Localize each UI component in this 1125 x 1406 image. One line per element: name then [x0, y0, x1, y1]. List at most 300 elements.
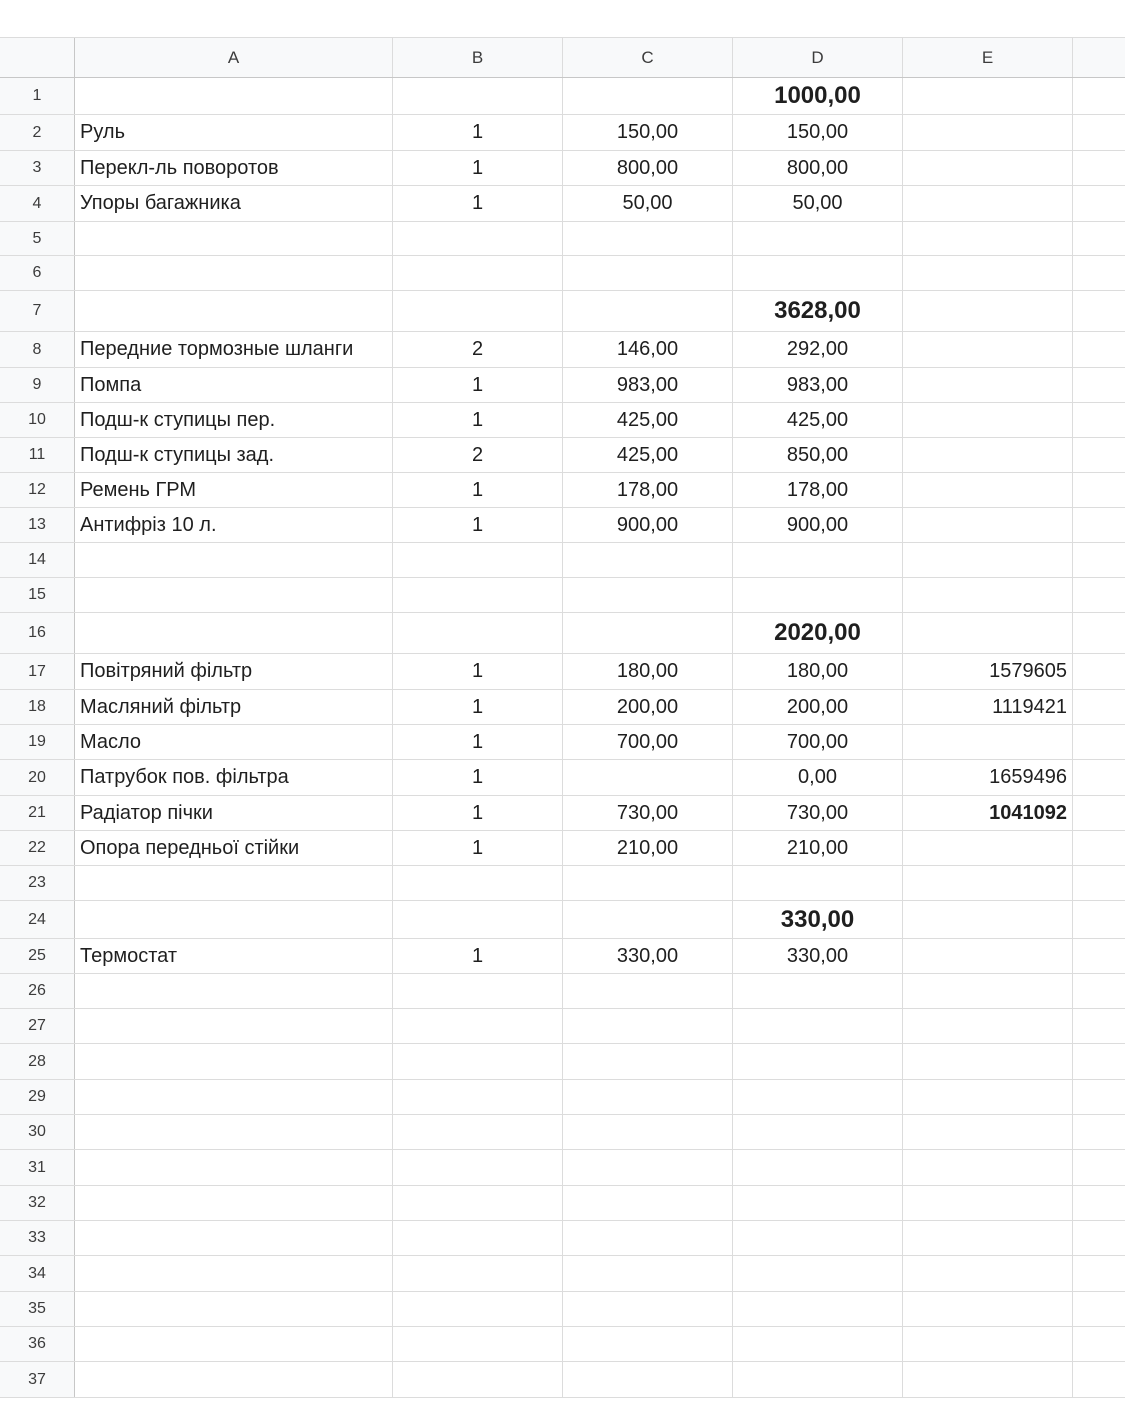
column-header-d[interactable]: D: [733, 38, 903, 77]
cell-b[interactable]: [393, 613, 563, 653]
cell-f-partial[interactable]: [1073, 578, 1125, 612]
cell-c[interactable]: [563, 1080, 733, 1114]
row-header[interactable]: 17: [0, 654, 75, 689]
table-row: [0, 831, 1125, 866]
row-header[interactable]: 4: [0, 186, 75, 221]
cell-f-partial[interactable]: [1073, 222, 1125, 255]
table-row: [0, 1080, 1125, 1115]
column-header-f-partial[interactable]: [1073, 38, 1125, 77]
cell-d[interactable]: 730,00: [733, 796, 903, 830]
cell-a[interactable]: Повітряний фільтр: [75, 654, 393, 689]
cell-a[interactable]: [75, 1221, 393, 1255]
row-header[interactable]: 28: [0, 1044, 75, 1079]
cell-b[interactable]: [393, 1080, 563, 1114]
cell-b[interactable]: [393, 1221, 563, 1255]
cell-e[interactable]: [903, 613, 1073, 653]
cell-f-partial[interactable]: [1073, 151, 1125, 185]
cell-e[interactable]: [903, 222, 1073, 255]
row-header[interactable]: 22: [0, 831, 75, 865]
cell-b[interactable]: [393, 222, 563, 255]
cell-d[interactable]: [733, 1362, 903, 1397]
rows-container: [0, 78, 1125, 1398]
cell-a[interactable]: [75, 1186, 393, 1220]
cell-a[interactable]: Передние тормозные шланги: [75, 332, 393, 367]
cell-c[interactable]: [563, 291, 733, 331]
cell-b[interactable]: [393, 1115, 563, 1149]
spreadsheet-grid: [0, 37, 1125, 1398]
cell-e[interactable]: [903, 974, 1073, 1008]
table-row: [0, 438, 1125, 473]
cell-c[interactable]: 700,00: [563, 725, 733, 759]
row-header[interactable]: 10: [0, 403, 75, 437]
cell-a[interactable]: [75, 613, 393, 653]
cell-b[interactable]: [393, 1044, 563, 1079]
cell-d[interactable]: [733, 1327, 903, 1361]
cell-b[interactable]: 1: [393, 508, 563, 542]
column-header-e[interactable]: E: [903, 38, 1073, 77]
row-header[interactable]: 27: [0, 1009, 75, 1043]
row-header[interactable]: 21: [0, 796, 75, 830]
cell-a[interactable]: [75, 1256, 393, 1291]
cell-d[interactable]: 50,00: [733, 186, 903, 221]
cell-c[interactable]: [563, 1150, 733, 1185]
cell-f-partial[interactable]: [1073, 866, 1125, 900]
cell-d[interactable]: [733, 1044, 903, 1079]
column-header-b[interactable]: B: [393, 38, 563, 77]
cell-e[interactable]: [903, 508, 1073, 542]
cell-e[interactable]: [903, 1327, 1073, 1361]
cell-a[interactable]: Патрубок пов. фільтра: [75, 760, 393, 795]
cell-f-partial[interactable]: [1073, 690, 1125, 724]
cell-c[interactable]: 200,00: [563, 690, 733, 724]
cell-f-partial[interactable]: [1073, 1080, 1125, 1114]
cell-d[interactable]: [733, 1150, 903, 1185]
cell-e[interactable]: [903, 186, 1073, 221]
cell-e[interactable]: [903, 1009, 1073, 1043]
cell-c[interactable]: [563, 1186, 733, 1220]
cell-a[interactable]: Масло: [75, 725, 393, 759]
row-header[interactable]: 16: [0, 613, 75, 653]
cell-c[interactable]: 425,00: [563, 438, 733, 472]
cell-c[interactable]: 900,00: [563, 508, 733, 542]
cell-f-partial[interactable]: [1073, 1292, 1125, 1326]
cell-f-partial[interactable]: [1073, 1221, 1125, 1255]
cell-b[interactable]: [393, 866, 563, 900]
table-row: [0, 725, 1125, 760]
cell-c[interactable]: 146,00: [563, 332, 733, 367]
cell-a[interactable]: [75, 78, 393, 114]
table-row: [0, 1044, 1125, 1080]
cell-f-partial[interactable]: [1073, 115, 1125, 150]
table-row: [0, 368, 1125, 403]
cell-c[interactable]: [563, 1115, 733, 1149]
cell-c[interactable]: [563, 78, 733, 114]
cell-b[interactable]: 1: [393, 796, 563, 830]
row-header[interactable]: 8: [0, 332, 75, 367]
cell-e[interactable]: [903, 1150, 1073, 1185]
cell-a[interactable]: [75, 1115, 393, 1149]
cell-d[interactable]: [733, 1221, 903, 1255]
cell-f-partial[interactable]: [1073, 543, 1125, 577]
cell-d[interactable]: [733, 578, 903, 612]
cell-d[interactable]: [733, 974, 903, 1008]
cell-e[interactable]: [903, 1292, 1073, 1326]
cell-f-partial[interactable]: [1073, 1186, 1125, 1220]
cell-f-partial[interactable]: [1073, 291, 1125, 331]
cell-a[interactable]: [75, 256, 393, 290]
cell-a[interactable]: [75, 1150, 393, 1185]
cell-b[interactable]: [393, 1327, 563, 1361]
row-header[interactable]: 19: [0, 725, 75, 759]
cell-b[interactable]: 1: [393, 725, 563, 759]
cell-e[interactable]: [903, 368, 1073, 402]
cell-f-partial[interactable]: [1073, 1115, 1125, 1149]
cell-f-partial[interactable]: [1073, 186, 1125, 221]
cell-e[interactable]: [903, 115, 1073, 150]
cell-a[interactable]: [75, 1009, 393, 1043]
cell-a[interactable]: Подш-к ступицы пер.: [75, 403, 393, 437]
cell-d[interactable]: [733, 1115, 903, 1149]
row-header[interactable]: 24: [0, 901, 75, 938]
cell-e[interactable]: 1119421: [903, 690, 1073, 724]
row-header[interactable]: 33: [0, 1221, 75, 1255]
cell-e[interactable]: 1041092: [903, 796, 1073, 830]
cell-c[interactable]: [563, 1327, 733, 1361]
cell-d[interactable]: 178,00: [733, 473, 903, 507]
cell-d[interactable]: 210,00: [733, 831, 903, 865]
cell-a[interactable]: [75, 222, 393, 255]
cell-a[interactable]: Помпа: [75, 368, 393, 402]
cell-a[interactable]: [75, 578, 393, 612]
cell-e[interactable]: [903, 578, 1073, 612]
cell-a[interactable]: [75, 1327, 393, 1361]
table-row: [0, 332, 1125, 368]
cell-a[interactable]: [75, 1080, 393, 1114]
cell-b[interactable]: 1: [393, 760, 563, 795]
table-row: [0, 1362, 1125, 1398]
cell-a[interactable]: [75, 901, 393, 938]
cell-b[interactable]: [393, 256, 563, 290]
cell-d[interactable]: 330,00: [733, 939, 903, 973]
table-row: [0, 1150, 1125, 1186]
table-row: [0, 1009, 1125, 1044]
cell-d[interactable]: 180,00: [733, 654, 903, 689]
cell-a[interactable]: Упоры багажника: [75, 186, 393, 221]
row-header[interactable]: 23: [0, 866, 75, 900]
cell-e[interactable]: [903, 403, 1073, 437]
cell-e[interactable]: [903, 866, 1073, 900]
cell-b[interactable]: [393, 1009, 563, 1043]
cell-e[interactable]: [903, 291, 1073, 331]
cell-f-partial[interactable]: [1073, 473, 1125, 507]
row-header[interactable]: 30: [0, 1115, 75, 1149]
cell-d[interactable]: 850,00: [733, 438, 903, 472]
cell-e[interactable]: 1659496: [903, 760, 1073, 795]
cell-c[interactable]: 150,00: [563, 115, 733, 150]
cell-a[interactable]: [75, 291, 393, 331]
cell-d[interactable]: 800,00: [733, 151, 903, 185]
cell-c[interactable]: [563, 578, 733, 612]
table-row: [0, 222, 1125, 256]
cell-b[interactable]: [393, 578, 563, 612]
table-row: [0, 578, 1125, 613]
row-header[interactable]: 37: [0, 1362, 75, 1397]
cell-b[interactable]: 1: [393, 151, 563, 185]
cell-d[interactable]: [733, 1292, 903, 1326]
table-row: [0, 291, 1125, 332]
cell-c[interactable]: [563, 256, 733, 290]
cell-b[interactable]: [393, 1256, 563, 1291]
row-header[interactable]: 35: [0, 1292, 75, 1326]
row-header[interactable]: 26: [0, 974, 75, 1008]
table-row: [0, 613, 1125, 654]
cell-a[interactable]: Ремень ГРМ: [75, 473, 393, 507]
cell-b[interactable]: [393, 1186, 563, 1220]
cell-e[interactable]: [903, 256, 1073, 290]
cell-d[interactable]: [733, 866, 903, 900]
cell-a[interactable]: Термостат: [75, 939, 393, 973]
cell-d[interactable]: [733, 543, 903, 577]
cell-d[interactable]: 1000,00: [733, 78, 903, 114]
row-header[interactable]: 7: [0, 291, 75, 331]
table-row: [0, 473, 1125, 508]
column-header-a[interactable]: A: [75, 38, 393, 77]
cell-f-partial[interactable]: [1073, 368, 1125, 402]
cell-c[interactable]: [563, 760, 733, 795]
cell-e[interactable]: [903, 725, 1073, 759]
cell-d[interactable]: [733, 1080, 903, 1114]
cell-c[interactable]: [563, 901, 733, 938]
row-header[interactable]: 14: [0, 543, 75, 577]
cell-a[interactable]: Масляний фільтр: [75, 690, 393, 724]
top-blank-strip: [0, 0, 1125, 37]
cell-c[interactable]: [563, 1009, 733, 1043]
table-row: [0, 1221, 1125, 1256]
cell-c[interactable]: 983,00: [563, 368, 733, 402]
table-row: [0, 901, 1125, 939]
cell-b[interactable]: [393, 901, 563, 938]
cell-d[interactable]: [733, 222, 903, 255]
cell-b[interactable]: 1: [393, 654, 563, 689]
cell-a[interactable]: [75, 1044, 393, 1079]
cell-b[interactable]: [393, 1292, 563, 1326]
cell-d[interactable]: [733, 1256, 903, 1291]
cell-d[interactable]: 983,00: [733, 368, 903, 402]
cell-b[interactable]: 2: [393, 332, 563, 367]
table-row: [0, 1115, 1125, 1150]
table-row: [0, 974, 1125, 1009]
cell-b[interactable]: 1: [393, 473, 563, 507]
cell-f-partial[interactable]: [1073, 939, 1125, 973]
cell-f-partial[interactable]: [1073, 760, 1125, 795]
cell-f-partial[interactable]: [1073, 831, 1125, 865]
cell-a[interactable]: [75, 866, 393, 900]
cell-b[interactable]: [393, 78, 563, 114]
cell-a[interactable]: Перекл-ль поворотов: [75, 151, 393, 185]
row-header[interactable]: 32: [0, 1186, 75, 1220]
cell-d[interactable]: 150,00: [733, 115, 903, 150]
row-header[interactable]: 3: [0, 151, 75, 185]
cell-d[interactable]: [733, 256, 903, 290]
cell-f-partial[interactable]: [1073, 1256, 1125, 1291]
cell-c[interactable]: 800,00: [563, 151, 733, 185]
row-header[interactable]: 15: [0, 578, 75, 612]
cell-f-partial[interactable]: [1073, 901, 1125, 938]
cell-e[interactable]: 1579605: [903, 654, 1073, 689]
cell-c[interactable]: [563, 1044, 733, 1079]
cell-f-partial[interactable]: [1073, 1044, 1125, 1079]
cell-d[interactable]: 200,00: [733, 690, 903, 724]
cell-e[interactable]: [903, 473, 1073, 507]
cell-a[interactable]: Антифріз 10 л.: [75, 508, 393, 542]
table-row: [0, 1292, 1125, 1327]
cell-e[interactable]: [903, 1115, 1073, 1149]
cell-f-partial[interactable]: [1073, 1327, 1125, 1361]
table-row: [0, 760, 1125, 796]
table-row: [0, 654, 1125, 690]
cell-a[interactable]: [75, 543, 393, 577]
row-header[interactable]: 9: [0, 368, 75, 402]
cell-f-partial[interactable]: [1073, 796, 1125, 830]
row-header[interactable]: 6: [0, 256, 75, 290]
table-row: [0, 151, 1125, 186]
cell-e[interactable]: [903, 1186, 1073, 1220]
cell-b[interactable]: [393, 543, 563, 577]
row-header[interactable]: 34: [0, 1256, 75, 1291]
cell-c[interactable]: 425,00: [563, 403, 733, 437]
cell-e[interactable]: [903, 1362, 1073, 1397]
row-header[interactable]: 36: [0, 1327, 75, 1361]
cell-f-partial[interactable]: [1073, 438, 1125, 472]
cell-d[interactable]: [733, 1009, 903, 1043]
cell-b[interactable]: 1: [393, 186, 563, 221]
cell-d[interactable]: [733, 1186, 903, 1220]
select-all-corner[interactable]: [0, 38, 75, 77]
row-header[interactable]: 11: [0, 438, 75, 472]
cell-c[interactable]: [563, 613, 733, 653]
cell-b[interactable]: 1: [393, 115, 563, 150]
cell-b[interactable]: 1: [393, 403, 563, 437]
cell-f-partial[interactable]: [1073, 974, 1125, 1008]
cell-f-partial[interactable]: [1073, 1362, 1125, 1397]
row-header[interactable]: 18: [0, 690, 75, 724]
column-header-row: [0, 37, 1125, 78]
row-header[interactable]: 12: [0, 473, 75, 507]
cell-c[interactable]: [563, 866, 733, 900]
cell-c[interactable]: [563, 974, 733, 1008]
cell-a[interactable]: [75, 1362, 393, 1397]
table-row: [0, 186, 1125, 222]
row-header[interactable]: 25: [0, 939, 75, 973]
cell-c[interactable]: 178,00: [563, 473, 733, 507]
cell-d[interactable]: 2020,00: [733, 613, 903, 653]
cell-b[interactable]: 1: [393, 939, 563, 973]
row-header[interactable]: 29: [0, 1080, 75, 1114]
cell-a[interactable]: [75, 974, 393, 1008]
row-header[interactable]: 1: [0, 78, 75, 114]
cell-e[interactable]: [903, 151, 1073, 185]
table-row: [0, 543, 1125, 578]
cell-f-partial[interactable]: [1073, 508, 1125, 542]
cell-c[interactable]: [563, 543, 733, 577]
cell-e[interactable]: [903, 901, 1073, 938]
column-header-c[interactable]: C: [563, 38, 733, 77]
cell-f-partial[interactable]: [1073, 725, 1125, 759]
row-header[interactable]: 20: [0, 760, 75, 795]
cell-f-partial[interactable]: [1073, 654, 1125, 689]
cell-f-partial[interactable]: [1073, 1009, 1125, 1043]
cell-a[interactable]: Радіатор пічки: [75, 796, 393, 830]
cell-a[interactable]: Опора передньої стійки: [75, 831, 393, 865]
cell-e[interactable]: [903, 1080, 1073, 1114]
cell-f-partial[interactable]: [1073, 78, 1125, 114]
cell-c[interactable]: 210,00: [563, 831, 733, 865]
cell-e[interactable]: [903, 332, 1073, 367]
cell-a[interactable]: Руль: [75, 115, 393, 150]
row-header[interactable]: 5: [0, 222, 75, 255]
cell-c[interactable]: [563, 1256, 733, 1291]
cell-e[interactable]: [903, 831, 1073, 865]
cell-b[interactable]: 1: [393, 831, 563, 865]
cell-c[interactable]: [563, 222, 733, 255]
cell-a[interactable]: [75, 1292, 393, 1326]
table-row: [0, 403, 1125, 438]
cell-d[interactable]: 3628,00: [733, 291, 903, 331]
cell-b[interactable]: [393, 291, 563, 331]
cell-f-partial[interactable]: [1073, 613, 1125, 653]
cell-b[interactable]: 1: [393, 368, 563, 402]
cell-b[interactable]: [393, 1362, 563, 1397]
cell-b[interactable]: 2: [393, 438, 563, 472]
cell-f-partial[interactable]: [1073, 403, 1125, 437]
cell-b[interactable]: [393, 974, 563, 1008]
row-header[interactable]: 13: [0, 508, 75, 542]
cell-d[interactable]: 425,00: [733, 403, 903, 437]
table-row: [0, 1186, 1125, 1221]
table-row: [0, 690, 1125, 725]
cell-d[interactable]: 292,00: [733, 332, 903, 367]
cell-c[interactable]: 50,00: [563, 186, 733, 221]
cell-e[interactable]: [903, 1256, 1073, 1291]
row-header[interactable]: 2: [0, 115, 75, 150]
cell-e[interactable]: [903, 939, 1073, 973]
cell-e[interactable]: [903, 78, 1073, 114]
cell-c[interactable]: 180,00: [563, 654, 733, 689]
cell-d[interactable]: 700,00: [733, 725, 903, 759]
cell-e[interactable]: [903, 543, 1073, 577]
cell-c[interactable]: 330,00: [563, 939, 733, 973]
table-row: [0, 1256, 1125, 1292]
cell-f-partial[interactable]: [1073, 1150, 1125, 1185]
cell-f-partial[interactable]: [1073, 332, 1125, 367]
cell-c[interactable]: [563, 1292, 733, 1326]
cell-d[interactable]: 900,00: [733, 508, 903, 542]
cell-d[interactable]: 330,00: [733, 901, 903, 938]
table-row: [0, 115, 1125, 151]
cell-e[interactable]: [903, 438, 1073, 472]
cell-e[interactable]: [903, 1221, 1073, 1255]
cell-a[interactable]: Подш-к ступицы зад.: [75, 438, 393, 472]
cell-c[interactable]: [563, 1362, 733, 1397]
cell-d[interactable]: 0,00: [733, 760, 903, 795]
cell-c[interactable]: [563, 1221, 733, 1255]
cell-c[interactable]: 730,00: [563, 796, 733, 830]
row-header[interactable]: 31: [0, 1150, 75, 1185]
cell-b[interactable]: [393, 1150, 563, 1185]
cell-f-partial[interactable]: [1073, 256, 1125, 290]
cell-e[interactable]: [903, 1044, 1073, 1079]
cell-b[interactable]: 1: [393, 690, 563, 724]
